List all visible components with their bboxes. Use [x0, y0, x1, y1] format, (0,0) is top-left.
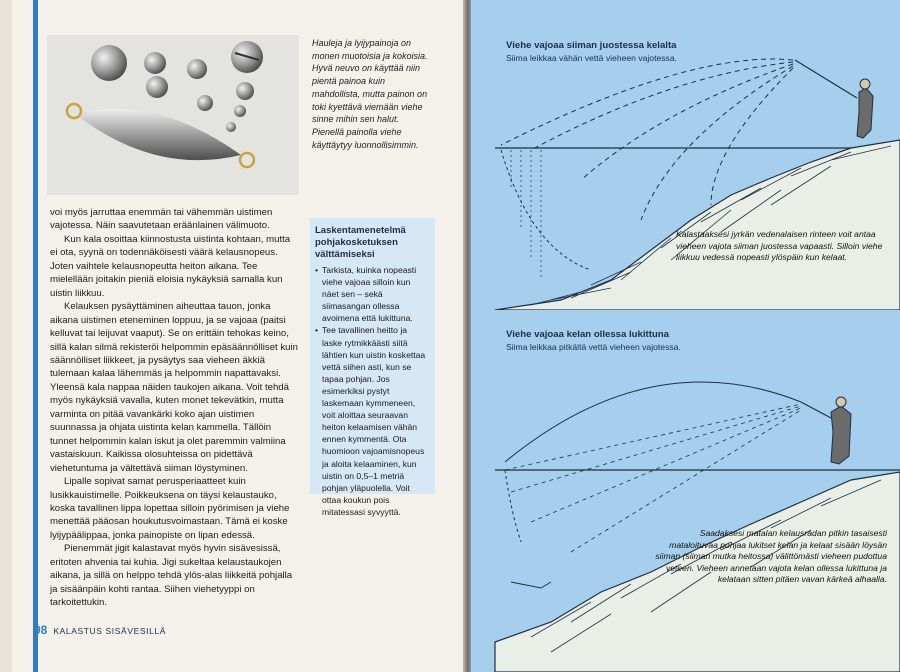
split-shot-sinker	[91, 45, 127, 81]
split-shot-sinker	[236, 82, 254, 100]
right-page	[471, 0, 900, 672]
split-shot-sinker	[226, 122, 236, 132]
figure2-note: Saadaksesi matalan kelausradan pitkin tasaisesti mataloituvaa pohjaa lukitset kelan ja kelaat sisään löysän siiman (siiman mutka heitossa) välittömästi vieheen pudottua veteen. Vieheen annetaan vajota kelan ollessa lukittuna ja kelataan sitten pitäen vavan kärkeä alhaalla.	[655, 528, 887, 585]
split-shot-sinker	[144, 52, 166, 74]
figure1-note: Kalastaaksesi jyrkän vedenalaisen rinteen voit antaa vieheen vajota siiman juostessa vapaasti. Silloin viehe liikkuu vedessä nopeasti ylöspäin kun kelaat.	[676, 229, 883, 263]
figure1-subtitle: Siima leikkaa vähän vettä vieheen vajotessa.	[506, 53, 678, 63]
split-shot-sinker	[234, 105, 246, 117]
paragraph: Kelauksen pysäyttäminen aiheuttaa tauon, jonka aikana uistimen eteneminen loppuu, ja se vajoaa (paitsi kelluvat tai leijuvat vaaput). Se on erittäin tehokas keino, sillä kalan silmä rekisteröi helpommin epäsäännölliset kuin säännölliset liikkeet, ja pysäytys saa vieheen äkkiä tulemaan kalaa lähemmäs ja helpommin napattavaksi. Yleensä kala nappaa näiden taukojen aikana. Voit tehdä myös nykäyksiä vavalla, kuten monet tekevätkin, mutta varminta on pitää vavankärki koko ajan uistimen suunnassa ja ohjata uistinta kelan kammella. Tällöin tunnet helpommin kalan iskut ja olet paremmin valmiina vastaiskuun. Kaikissa olosuhteissa on pidettävä viehetuntuma ja vältettävä siiman löystyminen.	[50, 301, 298, 474]
split-shot-sinker	[187, 59, 207, 79]
sidebox-item: • Tarkista, kuinka nopeasti viehe vajoaa silloin kun näet sen – sekä siimasangan ollessa avoimena että lukittuna.	[315, 264, 429, 324]
figure2-subtitle: Siima leikkaa pitkältä vettä vieheen vajotessa.	[506, 342, 681, 352]
split-shot-sinker	[197, 95, 213, 111]
sinker-weights-photo	[47, 35, 299, 195]
angler-figure	[795, 60, 873, 138]
page-edge	[0, 0, 12, 672]
figure2-diagram	[471, 352, 900, 672]
sidebox-item: • Tee tavallinen heitto ja laske rytmikkäästi siitä lähtien kun uistin koskettaa vettä siihen asti, kun se tapaa pohjan. Jos esimerkiksi pystyt laskemaan kymmeneen, voit aloittaa seuraavan heiton kelaamisen vähän ennen kymmentä. Ota huomioon vajoamisnopeus ja aloita kelaaminen, kun uistin on 0,5–1 metriä pohjan yläpuolella. Voit ottaa koukun pois mitatessasi syvyyttä.	[315, 324, 429, 518]
figure2-title: Viehe vajoaa kelan ollessa lukittuna	[506, 329, 669, 340]
body-text	[50, 206, 300, 610]
split-shot-sinker	[146, 76, 168, 98]
figure1-title: Viehe vajoaa siiman juostessa kelalta	[506, 40, 677, 51]
blue-margin-rule	[33, 0, 38, 672]
running-head: KALASTUS SISÄVESILLÄ	[53, 626, 166, 636]
sinker-weights-illustration	[47, 35, 299, 195]
sidebox-title: Laskentamenetelmä pohjakosketuksen välttämiseksi	[315, 225, 406, 260]
page-number: 98	[34, 623, 48, 637]
paragraph: Lipalle sopivat samat perusperiaatteet kuin lusikkauistimelle. Poikkeuksena on täysi kelaustauko, koska tavallinen lippa lopettaa silloin pyörimisen ja viehe menettää pääosan houkutusvoimastaan. Tämä ei koske lyijypäälippaa, jonka painopiste on lipan edessä.	[50, 476, 290, 541]
angler-figure	[801, 397, 851, 464]
underwater-slope	[495, 140, 900, 310]
olive-sinker	[67, 104, 254, 167]
page-footer	[34, 623, 166, 637]
photo-caption: Hauleja ja lyijypainoja on monen muotoisia ja kokoisia. Hyvä neuvo on käyttää niin pientä painoa kuin mahdollista, mutta painon on toki kyettävä viemään viehe sinne mihin sen halut. Pienellä painolla viehe käyttäytyy luonnollisimmin.	[312, 38, 428, 150]
paragraph: voi myös jarruttaa enemmän tai vähemmän uistimen vajotessa. Näin saavutetaan eräänlainen välimuoto.	[50, 207, 273, 232]
paragraph: Kun kala osoittaa kiinnostusta uistinta kohtaan, mutta ei ota, syynä on todennäköisesti väärä kelausnopeus. Joten vaihtele kelausnopeutta heiton aikana. Tee mielellään joitakin pieniä eloisia nykäyksiä samalla kun uistin liikkuu.	[50, 233, 291, 299]
tip-sidebox	[310, 218, 435, 517]
paragraph: Pienemmät jigit kalastavat myös hyvin sisävesissä, eritoten ahvenia tai kuhia. Jigi sukeltaa kelaustaukojen aikana, ja sillä on helppo tehdä ylös-alas liikkeitä pohjalla ja sisäänpäin kohti rantaa. Siihen viehetyyppi on tarkoitettukin.	[50, 543, 293, 609]
sidebox-list	[315, 264, 429, 518]
